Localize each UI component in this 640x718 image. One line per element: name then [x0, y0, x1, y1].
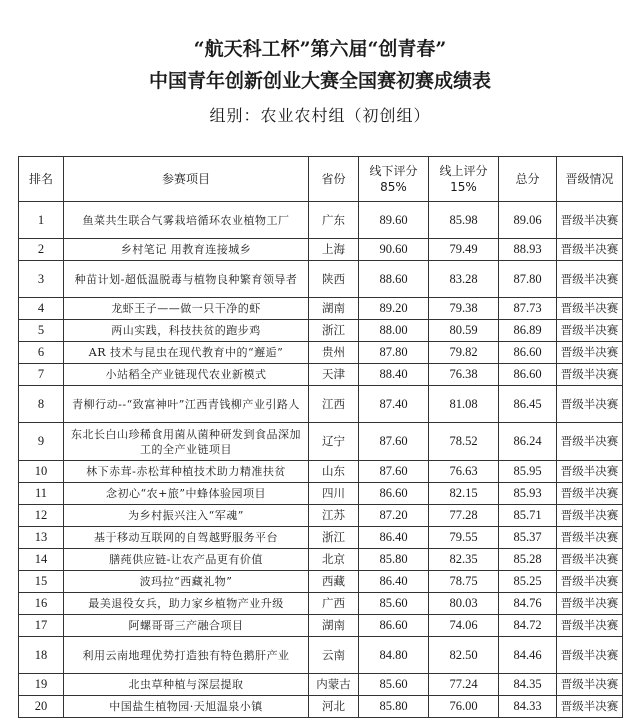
cell-total: 87.80	[499, 261, 557, 298]
cell-rank: 17	[19, 615, 64, 637]
document-title-line1: “航天科工杯”第六届“创青春”	[193, 38, 447, 60]
cell-online: 77.28	[429, 505, 499, 527]
cell-project: 东北长白山珍稀食用菌从菌种研发到食品深加工的全产业链项目	[64, 423, 309, 461]
cell-rank: 1	[19, 202, 64, 239]
cell-offline: 88.60	[359, 261, 429, 298]
cell-advance: 晋级半决赛	[557, 637, 623, 674]
cell-offline: 85.60	[359, 593, 429, 615]
cell-project: 青柳行动--“致富神叶”江西青钱柳产业引路人	[64, 386, 309, 423]
table-row	[19, 342, 623, 364]
header-online-weight: 15%	[450, 180, 477, 194]
cell-advance: 晋级半决赛	[557, 483, 623, 505]
cell-advance: 晋级半决赛	[557, 505, 623, 527]
cell-online: 76.38	[429, 364, 499, 386]
cell-rank: 13	[19, 527, 64, 549]
header-province: 省份	[309, 157, 359, 202]
cell-offline: 89.60	[359, 202, 429, 239]
cell-advance: 晋级半决赛	[557, 696, 623, 718]
cell-total: 84.76	[499, 593, 557, 615]
cell-online: 82.35	[429, 549, 499, 571]
table-row	[19, 320, 623, 342]
cell-province: 浙江	[309, 527, 359, 549]
cell-province: 四川	[309, 483, 359, 505]
cell-online: 76.63	[429, 461, 499, 483]
cell-province: 湖南	[309, 615, 359, 637]
cell-province: 广西	[309, 593, 359, 615]
table-header-row	[19, 157, 623, 202]
cell-advance: 晋级半决赛	[557, 674, 623, 696]
cell-total: 84.72	[499, 615, 557, 637]
cell-offline: 87.20	[359, 505, 429, 527]
cell-advance: 晋级半决赛	[557, 549, 623, 571]
cell-online: 79.55	[429, 527, 499, 549]
cell-online: 76.00	[429, 696, 499, 718]
cell-project: AR 技术与昆虫在现代教育中的“邂逅”	[64, 342, 309, 364]
document-title-line2: 中国青年创新创业大赛全国赛初赛成绩表	[148, 70, 491, 92]
cell-offline: 87.40	[359, 386, 429, 423]
results-table	[18, 156, 623, 718]
table-row	[19, 696, 623, 718]
header-offline-weight: 85%	[380, 180, 407, 194]
cell-province: 天津	[309, 364, 359, 386]
table-row	[19, 483, 623, 505]
cell-offline: 87.80	[359, 342, 429, 364]
table-row	[19, 571, 623, 593]
table-row	[19, 505, 623, 527]
header-online-label: 线上评分	[439, 164, 488, 178]
cell-advance: 晋级半决赛	[557, 593, 623, 615]
header-advance: 晋级情况	[557, 157, 623, 202]
header-offline-score	[359, 157, 429, 202]
cell-online: 78.75	[429, 571, 499, 593]
cell-advance: 晋级半决赛	[557, 261, 623, 298]
cell-total: 85.95	[499, 461, 557, 483]
cell-online: 80.59	[429, 320, 499, 342]
cell-province: 河北	[309, 696, 359, 718]
table-row	[19, 674, 623, 696]
header-total: 总分	[499, 157, 557, 202]
cell-project: 波玛拉“西藏礼物”	[64, 571, 309, 593]
cell-province: 广东	[309, 202, 359, 239]
cell-total: 85.28	[499, 549, 557, 571]
cell-project: 北虫草种植与深层提取	[64, 674, 309, 696]
cell-rank: 2	[19, 239, 64, 261]
cell-total: 86.60	[499, 342, 557, 364]
cell-project: 种苗计划-超低温脱毒与植物良种繁育领导者	[64, 261, 309, 298]
cell-project: 两山实践，科技扶贫的跑步鸡	[64, 320, 309, 342]
cell-rank: 10	[19, 461, 64, 483]
cell-total: 85.71	[499, 505, 557, 527]
cell-project: 中国盐生植物园·天旭温泉小镇	[64, 696, 309, 718]
cell-project: 龙虾王子——做一只干净的虾	[64, 298, 309, 320]
cell-offline: 88.40	[359, 364, 429, 386]
cell-total: 85.37	[499, 527, 557, 549]
cell-offline: 85.60	[359, 674, 429, 696]
cell-offline: 87.60	[359, 461, 429, 483]
cell-offline: 90.60	[359, 239, 429, 261]
cell-offline: 86.40	[359, 527, 429, 549]
table-row	[19, 239, 623, 261]
cell-advance: 晋级半决赛	[557, 461, 623, 483]
header-offline-label: 线下评分	[369, 164, 418, 178]
cell-advance: 晋级半决赛	[557, 298, 623, 320]
cell-province: 浙江	[309, 320, 359, 342]
cell-advance: 晋级半决赛	[557, 364, 623, 386]
cell-total: 85.93	[499, 483, 557, 505]
table-row	[19, 423, 623, 461]
cell-province: 陕西	[309, 261, 359, 298]
cell-total: 85.25	[499, 571, 557, 593]
cell-advance: 晋级半决赛	[557, 527, 623, 549]
cell-online: 74.06	[429, 615, 499, 637]
cell-online: 82.50	[429, 637, 499, 674]
cell-offline: 88.00	[359, 320, 429, 342]
cell-online: 77.24	[429, 674, 499, 696]
cell-project: 膳莼供应链-让农产品更有价值	[64, 549, 309, 571]
cell-online: 81.08	[429, 386, 499, 423]
header-rank: 排名	[19, 157, 64, 202]
group-label: 组别：农业农村组（初创组）	[209, 106, 431, 125]
table-row	[19, 261, 623, 298]
cell-project: 最美退役女兵，助力家乡植物产业升级	[64, 593, 309, 615]
cell-project: 阿螺哥哥三产融合项目	[64, 615, 309, 637]
cell-project: 鱼菜共生联合气雾栽培循环农业植物工厂	[64, 202, 309, 239]
cell-total: 84.35	[499, 674, 557, 696]
cell-province: 辽宁	[309, 423, 359, 461]
cell-advance: 晋级半决赛	[557, 202, 623, 239]
cell-rank: 5	[19, 320, 64, 342]
table-row	[19, 364, 623, 386]
table-row	[19, 202, 623, 239]
cell-project: 林下赤茸-赤松茸种植技术助力精准扶贫	[64, 461, 309, 483]
cell-total: 88.93	[499, 239, 557, 261]
cell-rank: 9	[19, 423, 64, 461]
table-row	[19, 298, 623, 320]
cell-rank: 19	[19, 674, 64, 696]
cell-online: 78.52	[429, 423, 499, 461]
cell-project: 基于移动互联网的自驾越野服务平台	[64, 527, 309, 549]
cell-offline: 87.60	[359, 423, 429, 461]
cell-advance: 晋级半决赛	[557, 320, 623, 342]
cell-total: 86.45	[499, 386, 557, 423]
cell-advance: 晋级半决赛	[557, 571, 623, 593]
table-row	[19, 527, 623, 549]
cell-total: 86.60	[499, 364, 557, 386]
cell-rank: 20	[19, 696, 64, 718]
cell-offline: 84.80	[359, 637, 429, 674]
cell-online: 83.28	[429, 261, 499, 298]
cell-offline: 86.60	[359, 615, 429, 637]
cell-province: 贵州	[309, 342, 359, 364]
cell-rank: 14	[19, 549, 64, 571]
cell-rank: 3	[19, 261, 64, 298]
cell-province: 北京	[309, 549, 359, 571]
cell-offline: 89.20	[359, 298, 429, 320]
cell-online: 85.98	[429, 202, 499, 239]
cell-total: 89.06	[499, 202, 557, 239]
cell-province: 江苏	[309, 505, 359, 527]
cell-province: 西藏	[309, 571, 359, 593]
cell-online: 80.03	[429, 593, 499, 615]
cell-advance: 晋级半决赛	[557, 615, 623, 637]
cell-online: 79.38	[429, 298, 499, 320]
cell-project: 利用云南地理优势打造独有特色鹅肝产业	[64, 637, 309, 674]
cell-rank: 18	[19, 637, 64, 674]
table-row	[19, 549, 623, 571]
cell-province: 湖南	[309, 298, 359, 320]
cell-rank: 12	[19, 505, 64, 527]
cell-offline: 85.80	[359, 549, 429, 571]
cell-total: 86.24	[499, 423, 557, 461]
table-row	[19, 386, 623, 423]
header-online-score	[429, 157, 499, 202]
cell-offline: 85.80	[359, 696, 429, 718]
cell-offline: 86.40	[359, 571, 429, 593]
cell-project: 乡村笔记 用教育连接城乡	[64, 239, 309, 261]
cell-rank: 8	[19, 386, 64, 423]
cell-project: 念初心“农+旅”中蜂体验园项目	[64, 483, 309, 505]
cell-rank: 11	[19, 483, 64, 505]
cell-rank: 6	[19, 342, 64, 364]
cell-advance: 晋级半决赛	[557, 423, 623, 461]
cell-advance: 晋级半决赛	[557, 239, 623, 261]
table-row	[19, 637, 623, 674]
header-project: 参赛项目	[64, 157, 309, 202]
cell-rank: 4	[19, 298, 64, 320]
cell-online: 79.82	[429, 342, 499, 364]
cell-advance: 晋级半决赛	[557, 342, 623, 364]
table-row	[19, 593, 623, 615]
cell-project: 为乡村振兴注入“军魂”	[64, 505, 309, 527]
cell-online: 79.49	[429, 239, 499, 261]
cell-advance: 晋级半决赛	[557, 386, 623, 423]
cell-total: 86.89	[499, 320, 557, 342]
cell-province: 山东	[309, 461, 359, 483]
cell-province: 内蒙古	[309, 674, 359, 696]
cell-province: 上海	[309, 239, 359, 261]
cell-province: 云南	[309, 637, 359, 674]
cell-project: 小站稻全产业链现代农业新模式	[64, 364, 309, 386]
cell-total: 87.73	[499, 298, 557, 320]
cell-offline: 86.60	[359, 483, 429, 505]
table-row	[19, 615, 623, 637]
table-row	[19, 461, 623, 483]
cell-online: 82.15	[429, 483, 499, 505]
cell-rank: 15	[19, 571, 64, 593]
cell-province: 江西	[309, 386, 359, 423]
cell-total: 84.33	[499, 696, 557, 718]
cell-rank: 16	[19, 593, 64, 615]
cell-total: 84.46	[499, 637, 557, 674]
cell-rank: 7	[19, 364, 64, 386]
